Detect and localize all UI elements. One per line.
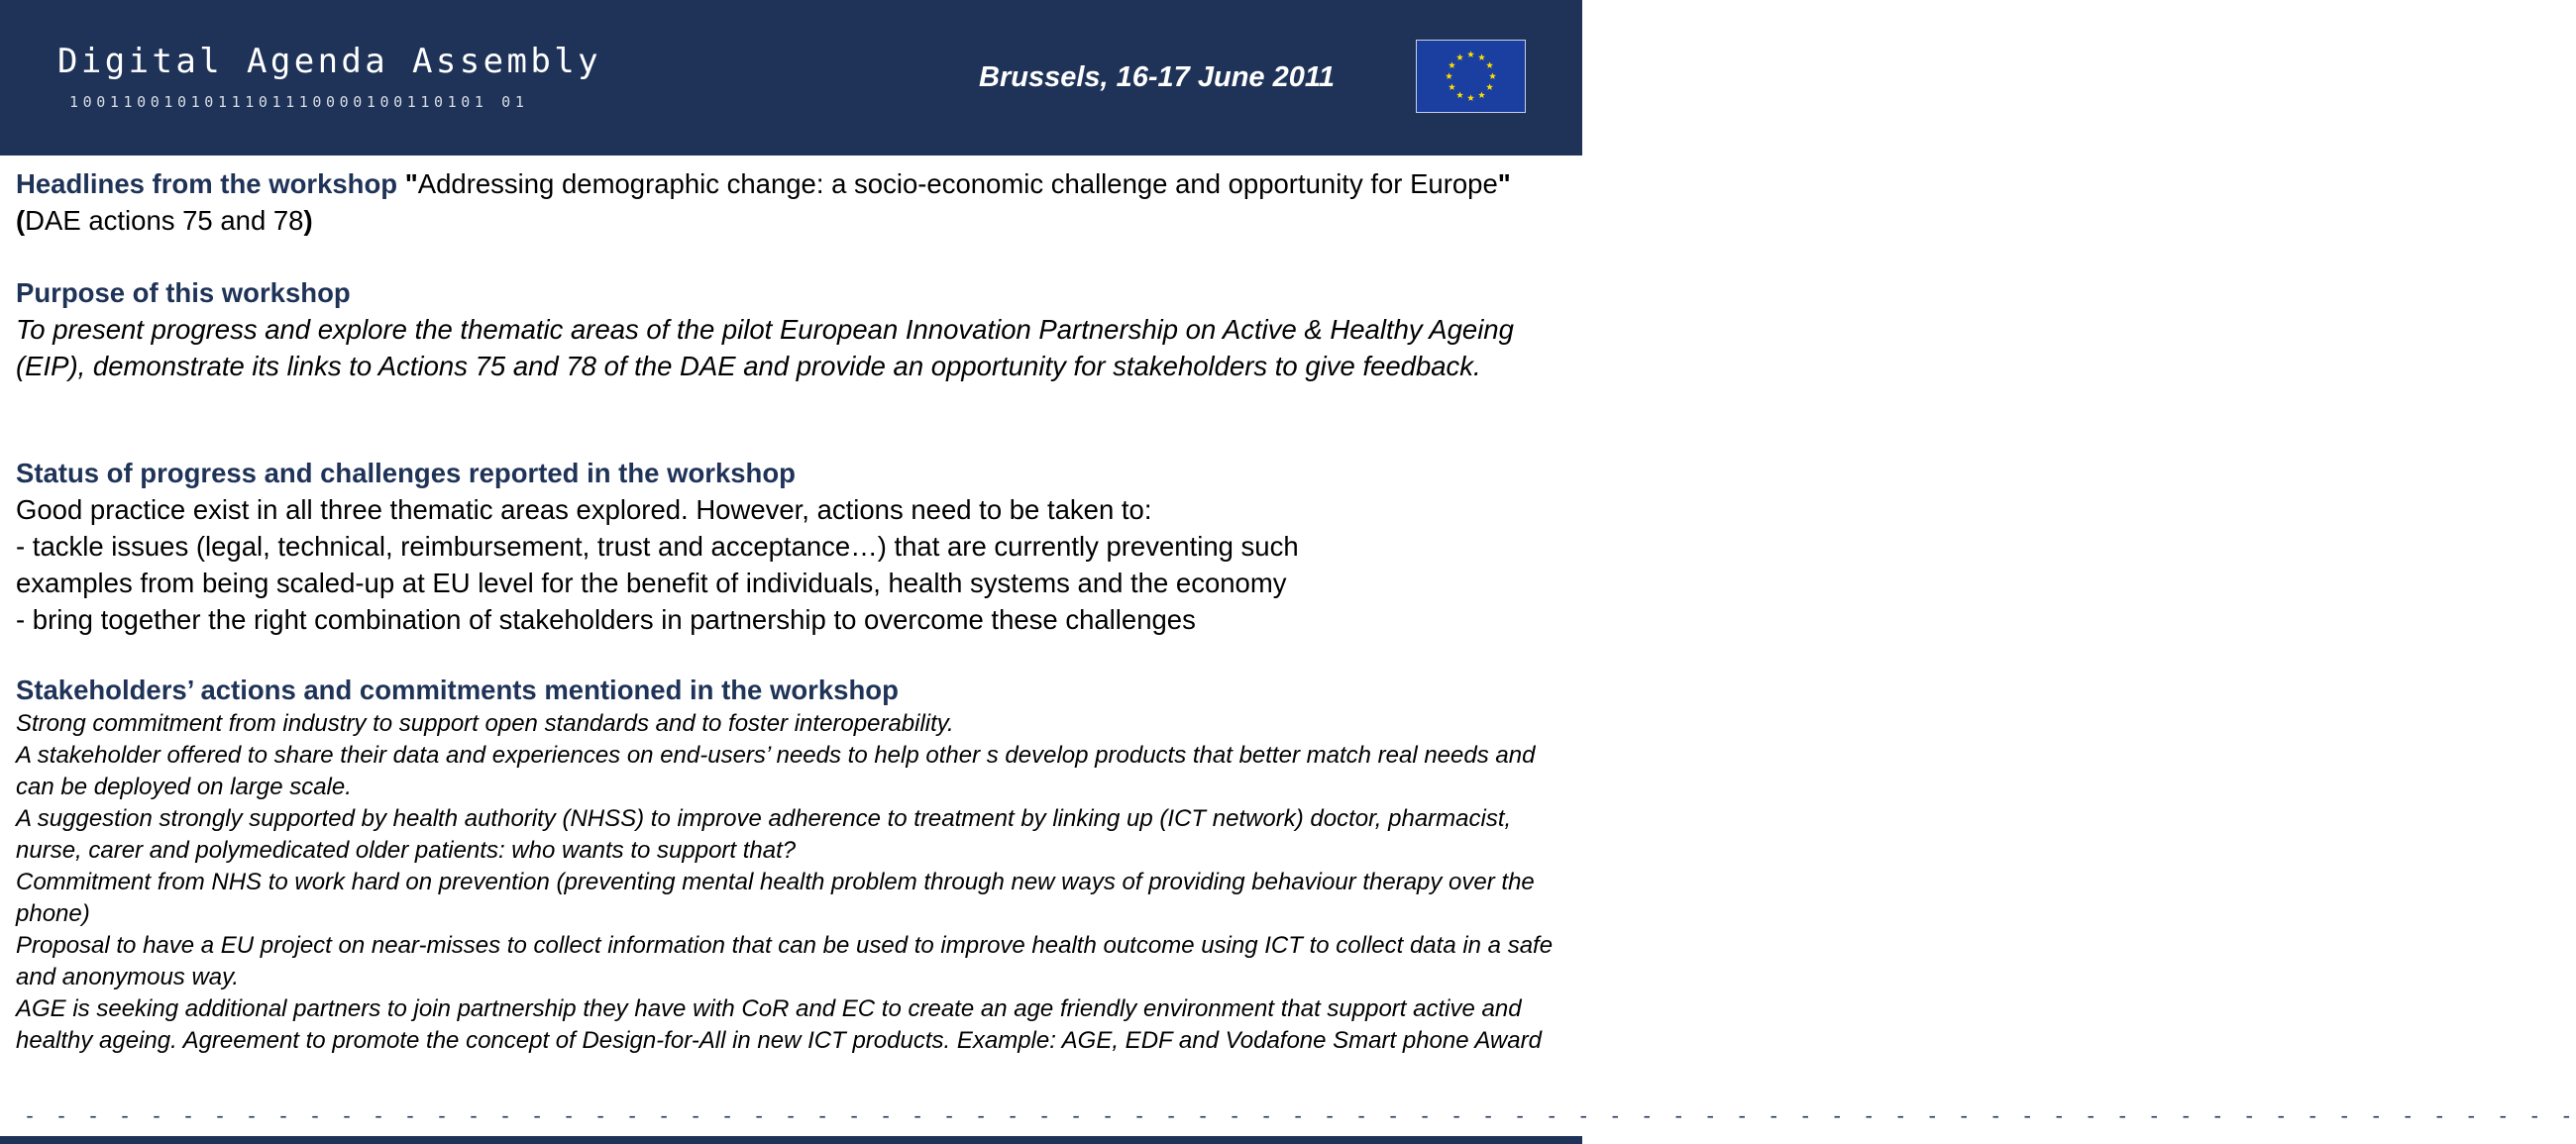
status-line: Good practice exist in all three thematic areas explored. However, actions need to be taken to: <box>16 494 1152 525</box>
event-place-date: Brussels, 16-17 June 2011 <box>979 61 1335 93</box>
brand-title: Digital Agenda Assembly <box>57 42 602 81</box>
eu-star-icon <box>1449 61 1455 68</box>
eu-flag-icon <box>1416 40 1526 113</box>
headline-actions: DAE actions 75 and 78 <box>25 205 304 236</box>
brand-binary-strip: 1001100101011101110000100110101 01 <box>69 93 529 111</box>
purpose-section <box>16 274 1561 384</box>
eu-star-icon <box>1478 91 1485 98</box>
page-header <box>0 0 1582 156</box>
dashed-divider: - - - - - - - - - - - - - - - - - - - - - - - - - - - - - - - - - - - - - - - - - - - - - - - - - - - - - - - - - - - - - - - - - - - - - - - - - - - - - - - - - <box>24 1106 2576 1129</box>
stakeholders-section <box>16 672 1561 1057</box>
eu-star-icon <box>1449 83 1455 90</box>
stakeholder-item: Proposal to have a EU project on near-misses to collect information that can be used to improve health outcome using ICT to collect data in a safe and anonymous way. <box>16 932 1554 990</box>
status-section <box>16 455 1561 638</box>
purpose-text: To present progress and explore the thematic areas of the pilot European Innovation Partnership on Active & Healthy Ageing (EIP), demonstrate its links to Actions 75 and 78 of the DAE and provide an opportunity for stakeholders to give feedback. <box>16 314 1514 381</box>
status-heading: Status of progress and challenges reported in the workshop <box>16 458 796 488</box>
headline-section <box>16 165 1561 239</box>
status-line: - bring together the right combination of stakeholders in partnership to overcome these challenges <box>16 604 1196 635</box>
purpose-heading: Purpose of this workshop <box>16 277 351 308</box>
footer-bar <box>0 1136 1582 1144</box>
eu-star-icon <box>1489 72 1496 79</box>
eu-star-icon <box>1486 61 1493 68</box>
eu-star-icon <box>1456 53 1463 60</box>
headline-open-quote: " <box>397 168 418 199</box>
stakeholder-item: Commitment from NHS to work hard on prevention (preventing mental health problem through new ways of providing behaviour therapy over the phone) <box>16 869 1535 927</box>
headline-paragraph <box>16 165 1561 239</box>
eu-star-icon <box>1446 72 1452 79</box>
stakeholder-item: A suggestion strongly supported by health authority (NHSS) to improve adherence to treatment by linking up (ICT network) doctor, pharmacist, nurse, carer and polymedicated older patients: who wants to support that? <box>16 805 1512 864</box>
headline-label: Headlines from the workshop <box>16 168 398 199</box>
eu-star-icon <box>1478 53 1485 60</box>
headline-close-quote: " <box>1497 168 1511 199</box>
stakeholders-heading: Stakeholders’ actions and commitments mentioned in the workshop <box>16 675 899 705</box>
eu-star-icon <box>1456 91 1463 98</box>
stakeholder-item: A stakeholder offered to share their data and experiences on end-users’ needs to help other s develop products that better match real needs and can be deployed on large scale. <box>16 742 1536 800</box>
stakeholder-item: AGE is seeking additional partners to join partnership they have with CoR and EC to create an age friendly environment that support active and healthy ageing. Agreement to promote the concept of Design-for-All in new ICT products. Example: AGE, EDF and Vodafone Smart phone Award <box>16 995 1542 1054</box>
headline-paren-close: ) <box>303 205 313 236</box>
eu-star-icon <box>1467 51 1474 57</box>
headline-paren-open: ( <box>16 205 26 236</box>
eu-star-icon <box>1467 94 1474 101</box>
status-line: - tackle issues (legal, technical, reimbursement, trust and acceptance…) that are currently preventing such <box>16 531 1299 562</box>
stakeholder-item: Strong commitment from industry to support open standards and to foster interoperability. <box>16 710 954 737</box>
eu-star-icon <box>1486 83 1493 90</box>
headline-workshop-title: Addressing demographic change: a socio-economic challenge and opportunity for Europe <box>417 168 1498 199</box>
status-line: examples from being scaled-up at EU level for the benefit of individuals, health systems and the economy <box>16 568 1287 598</box>
